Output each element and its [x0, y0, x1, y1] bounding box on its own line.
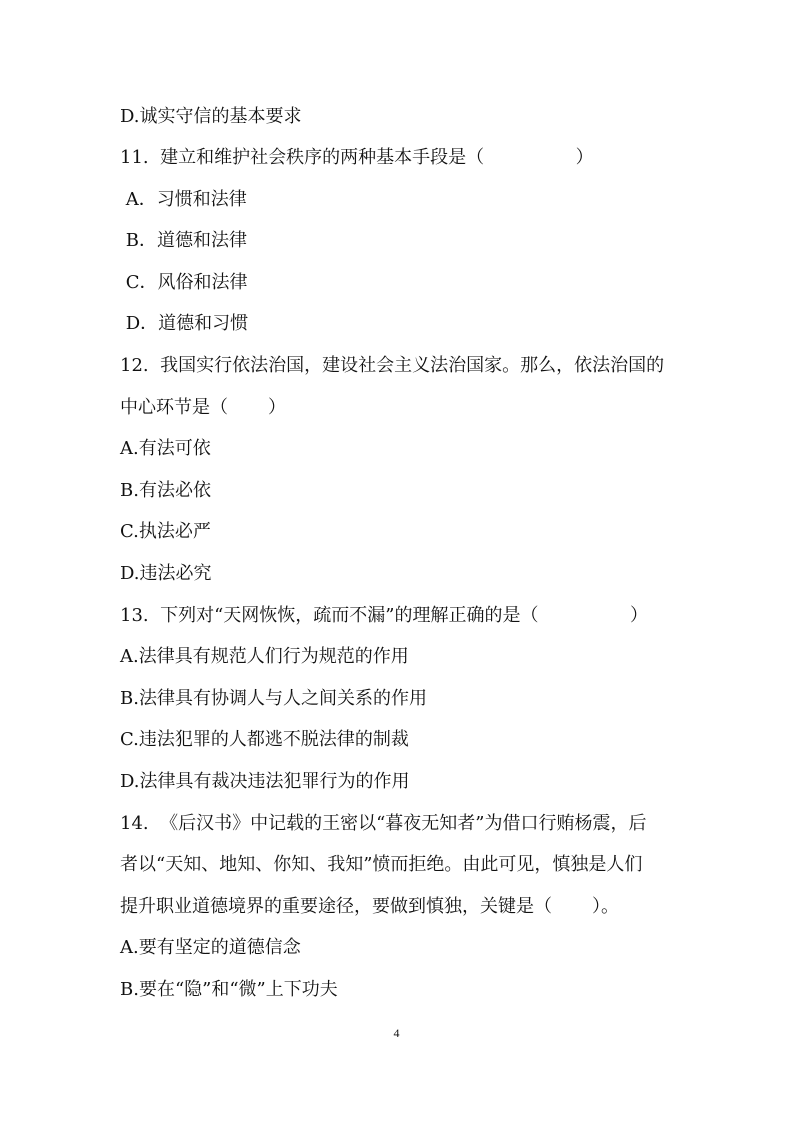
question-11: 11. 建立和维护社会秩序的两种基本手段是（ ） [120, 147, 594, 168]
option-11-a: A．习惯和法律 [120, 189, 247, 210]
option-12-d: D.违法必究 [120, 563, 212, 584]
option-14-a: A.要有坚定的道德信念 [120, 937, 301, 958]
question-12-line-2: 中心环节是（ ） [120, 397, 287, 418]
option-12-c: C.执法必严 [120, 521, 211, 542]
option-12-a: A.有法可依 [120, 438, 211, 459]
option-11-d: D．道德和习惯 [120, 313, 249, 334]
option-14-b: B.要在“隐”和“微”上下功夫 [120, 979, 338, 1000]
page-number: 4 [393, 1026, 400, 1040]
option-13-d: D.法律具有裁决违法犯罪行为的作用 [120, 771, 410, 792]
option-13-a: A.法律具有规范人们行为规范的作用 [120, 646, 409, 667]
question-14-line-3: 提升职业道德境界的重要途径，要做到慎独，关键是（ ）。 [120, 896, 620, 917]
question-13: 13. 下列对“天网恢恢，疏而不漏”的理解正确的是（ ） [120, 605, 649, 626]
question-14-line-2: 者以“天知、地知、你知、我知”愤而拒绝。由此可见，慎独是人们 [120, 854, 643, 875]
option-11-c: C．风俗和法律 [120, 272, 248, 293]
option-12-b: B.有法必依 [120, 480, 211, 501]
question-12-line-1: 12. 我国实行依法治国，建设社会主义法治国家。那么，依法治国的 [120, 355, 665, 376]
option-11-b: B．道德和法律 [120, 230, 247, 251]
option-13-b: B.法律具有协调人与人之间关系的作用 [120, 688, 427, 709]
option-10-d: D.诚实守信的基本要求 [120, 106, 302, 127]
option-13-c: C.违法犯罪的人都逃不脱法律的制裁 [120, 729, 409, 750]
question-14-line-1: 14. 《后汉书》中记载的王密以“暮夜无知者”为借口行贿杨震，后 [120, 813, 647, 834]
